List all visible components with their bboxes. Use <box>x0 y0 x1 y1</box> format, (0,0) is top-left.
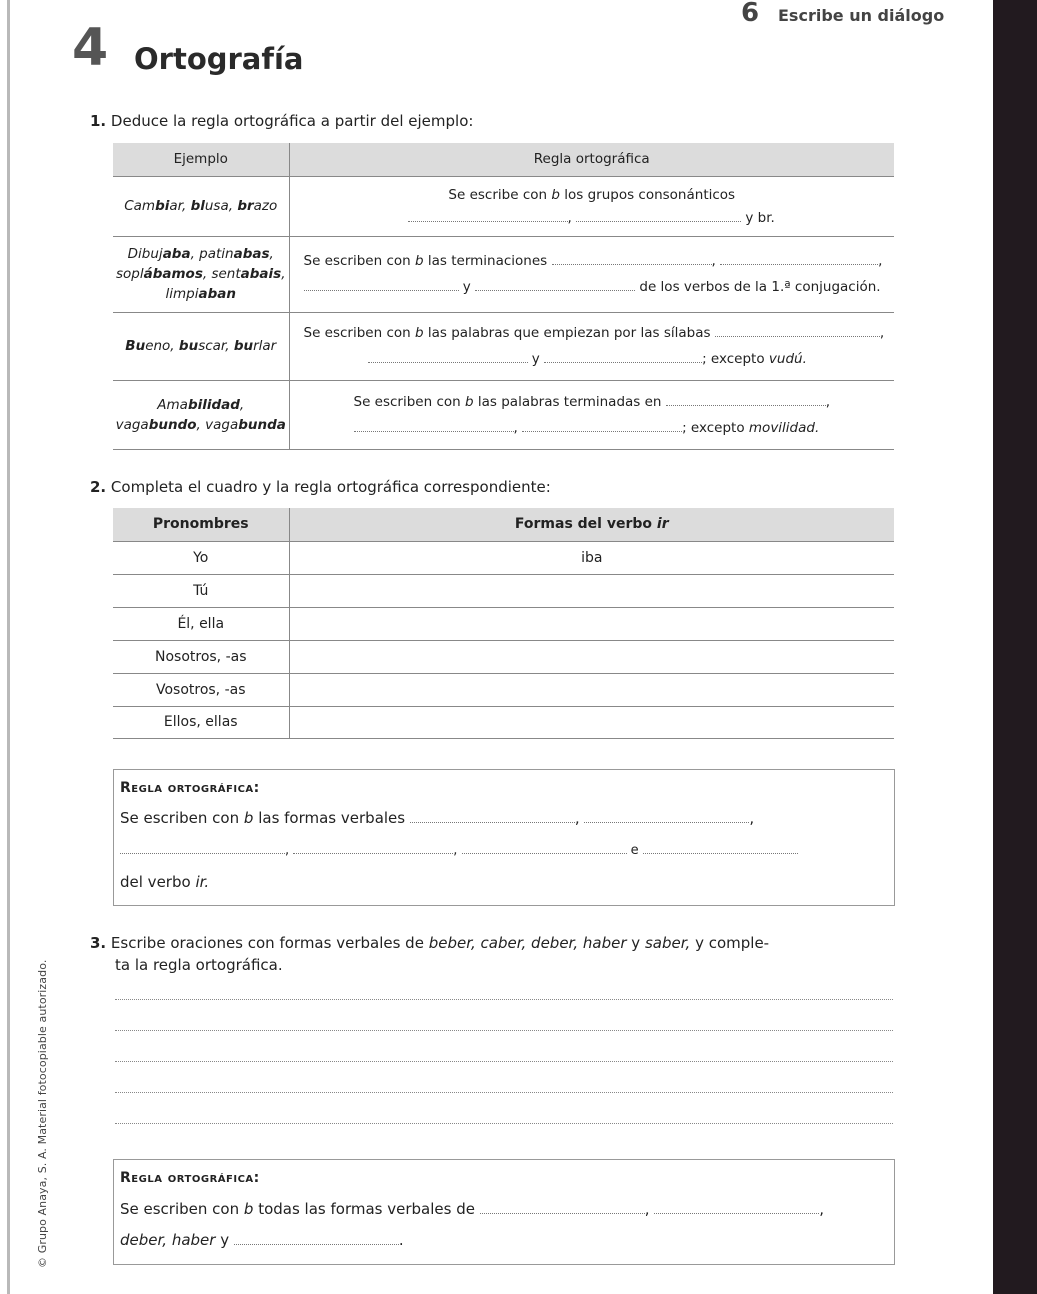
verb-ir-table <box>113 508 894 739</box>
table-row <box>113 380 894 449</box>
pronoun-cell: Yo <box>113 541 289 574</box>
question-1-text: Deduce la regla ortográfica a partir del ejemplo: <box>110 112 474 130</box>
rule-cell: Se escriben con b las terminaciones , , y de los verbos de la 1.ª conjugación. <box>303 253 883 295</box>
rule-box-title: Regla ortográfica: <box>120 1170 260 1186</box>
example-cell: Dibujaba, patinabas, soplábamos, sentabais, limpiaban <box>113 236 289 312</box>
table-row <box>113 640 894 673</box>
answer-line[interactable] <box>115 1092 893 1093</box>
blank-field[interactable] <box>462 842 627 854</box>
blank-field[interactable] <box>715 325 880 337</box>
table-row <box>113 607 894 640</box>
blank-field[interactable] <box>522 420 682 432</box>
table-header-ejemplo: Ejemplo <box>113 143 289 176</box>
table-row <box>113 541 894 574</box>
rule-box-title: Regla ortográfica: <box>120 780 260 796</box>
blank-field[interactable] <box>720 253 878 265</box>
blank-field[interactable] <box>120 842 285 854</box>
blank-field[interactable] <box>368 351 528 363</box>
rule-line-2: deber, haber y . <box>120 1231 404 1249</box>
blank-field[interactable] <box>408 210 568 222</box>
blank-field[interactable] <box>480 1202 645 1214</box>
table-row <box>113 176 894 236</box>
rule-box-beber <box>113 1159 895 1265</box>
next-section-title: Escribe un diálogo <box>778 6 945 25</box>
verb-form-cell[interactable] <box>289 640 894 673</box>
table-row <box>113 236 894 312</box>
question-3: 3. Escribe oraciones con formas verbales de beber, caber, deber, haber y saber, y comple- <box>90 934 770 952</box>
question-3-text-line2: ta la regla ortográfica. <box>115 956 283 974</box>
blank-field[interactable] <box>552 253 712 265</box>
verb-form-cell[interactable] <box>289 574 894 607</box>
answer-line[interactable] <box>115 999 893 1000</box>
blank-field[interactable] <box>304 279 459 291</box>
blank-field[interactable] <box>643 842 798 854</box>
question-1 <box>90 112 473 130</box>
question-3-number: 3. <box>90 934 107 952</box>
rule-box-ir <box>113 769 895 906</box>
verb-form-cell[interactable] <box>289 706 894 738</box>
table-row <box>113 673 894 706</box>
verb-form-cell[interactable] <box>289 607 894 640</box>
pronoun-cell: Él, ella <box>113 607 289 640</box>
rule-line-3: del verbo ir. <box>120 873 210 891</box>
table-header-regla: Regla ortográfica <box>289 143 894 176</box>
left-margin-rule <box>7 0 10 1294</box>
blank-field[interactable] <box>410 811 575 823</box>
table-row <box>113 706 894 738</box>
example-cell: Bueno, buscar, burlar <box>113 312 289 380</box>
blank-field[interactable] <box>354 420 514 432</box>
blank-field[interactable] <box>666 394 826 406</box>
rule-line-1: Se escriben con b todas las formas verbales de , , <box>120 1200 825 1218</box>
rule-cell: Se escriben con b las palabras terminadas en , , ; excepto movilidad. <box>353 393 831 436</box>
table-row <box>113 574 894 607</box>
blank-field[interactable] <box>475 279 635 291</box>
page-title: Ortografía <box>134 42 304 76</box>
answer-line[interactable] <box>115 1061 893 1062</box>
pronoun-cell: Nosotros, -as <box>113 640 289 673</box>
rule-cell: Se escribe con b los grupos consonánticos , y br. <box>289 176 894 236</box>
example-rule-table <box>113 143 894 450</box>
table-header-pronombres: Pronombres <box>113 508 289 541</box>
blank-field[interactable] <box>544 351 702 363</box>
rule-line-1: Se escriben con b las formas verbales , , <box>120 809 755 827</box>
next-section-number: 6 <box>741 0 760 28</box>
verb-form-cell[interactable] <box>289 673 894 706</box>
example-cell: Amabilidad, vagabundo, vagabunda <box>113 380 289 449</box>
blank-field[interactable] <box>584 811 749 823</box>
question-2-number: 2. <box>90 478 107 496</box>
blank-field[interactable] <box>654 1202 819 1214</box>
blank-field[interactable] <box>576 210 741 222</box>
pronoun-cell: Ellos, ellas <box>113 706 289 738</box>
answer-line[interactable] <box>115 1123 893 1124</box>
verb-form-cell[interactable]: iba <box>581 549 603 566</box>
pronoun-cell: Vosotros, -as <box>113 673 289 706</box>
answer-line[interactable] <box>115 1030 893 1031</box>
pronoun-cell: Tú <box>113 574 289 607</box>
blank-field[interactable] <box>293 842 453 854</box>
question-1-number: 1. <box>90 112 107 130</box>
unit-number: 4 <box>72 18 109 78</box>
right-edge-bar <box>993 0 1037 1294</box>
example-cell: Cambiar, blusa, brazo <box>113 176 289 236</box>
question-2 <box>90 478 551 496</box>
table-row <box>113 312 894 380</box>
copyright-credit: © Grupo Anaya, S. A. Material fotocopiable autorizado. <box>36 959 49 1268</box>
question-2-text: Completa el cuadro y la regla ortográfica correspondiente: <box>110 478 551 496</box>
rule-cell: Se escriben con b las palabras que empiezan por las sílabas , y ; excepto vudú. <box>303 325 885 367</box>
blank-field[interactable] <box>234 1233 399 1245</box>
rule-line-2: , , e <box>120 842 798 858</box>
table-header-formas: Formas del verbo ir <box>289 508 894 541</box>
